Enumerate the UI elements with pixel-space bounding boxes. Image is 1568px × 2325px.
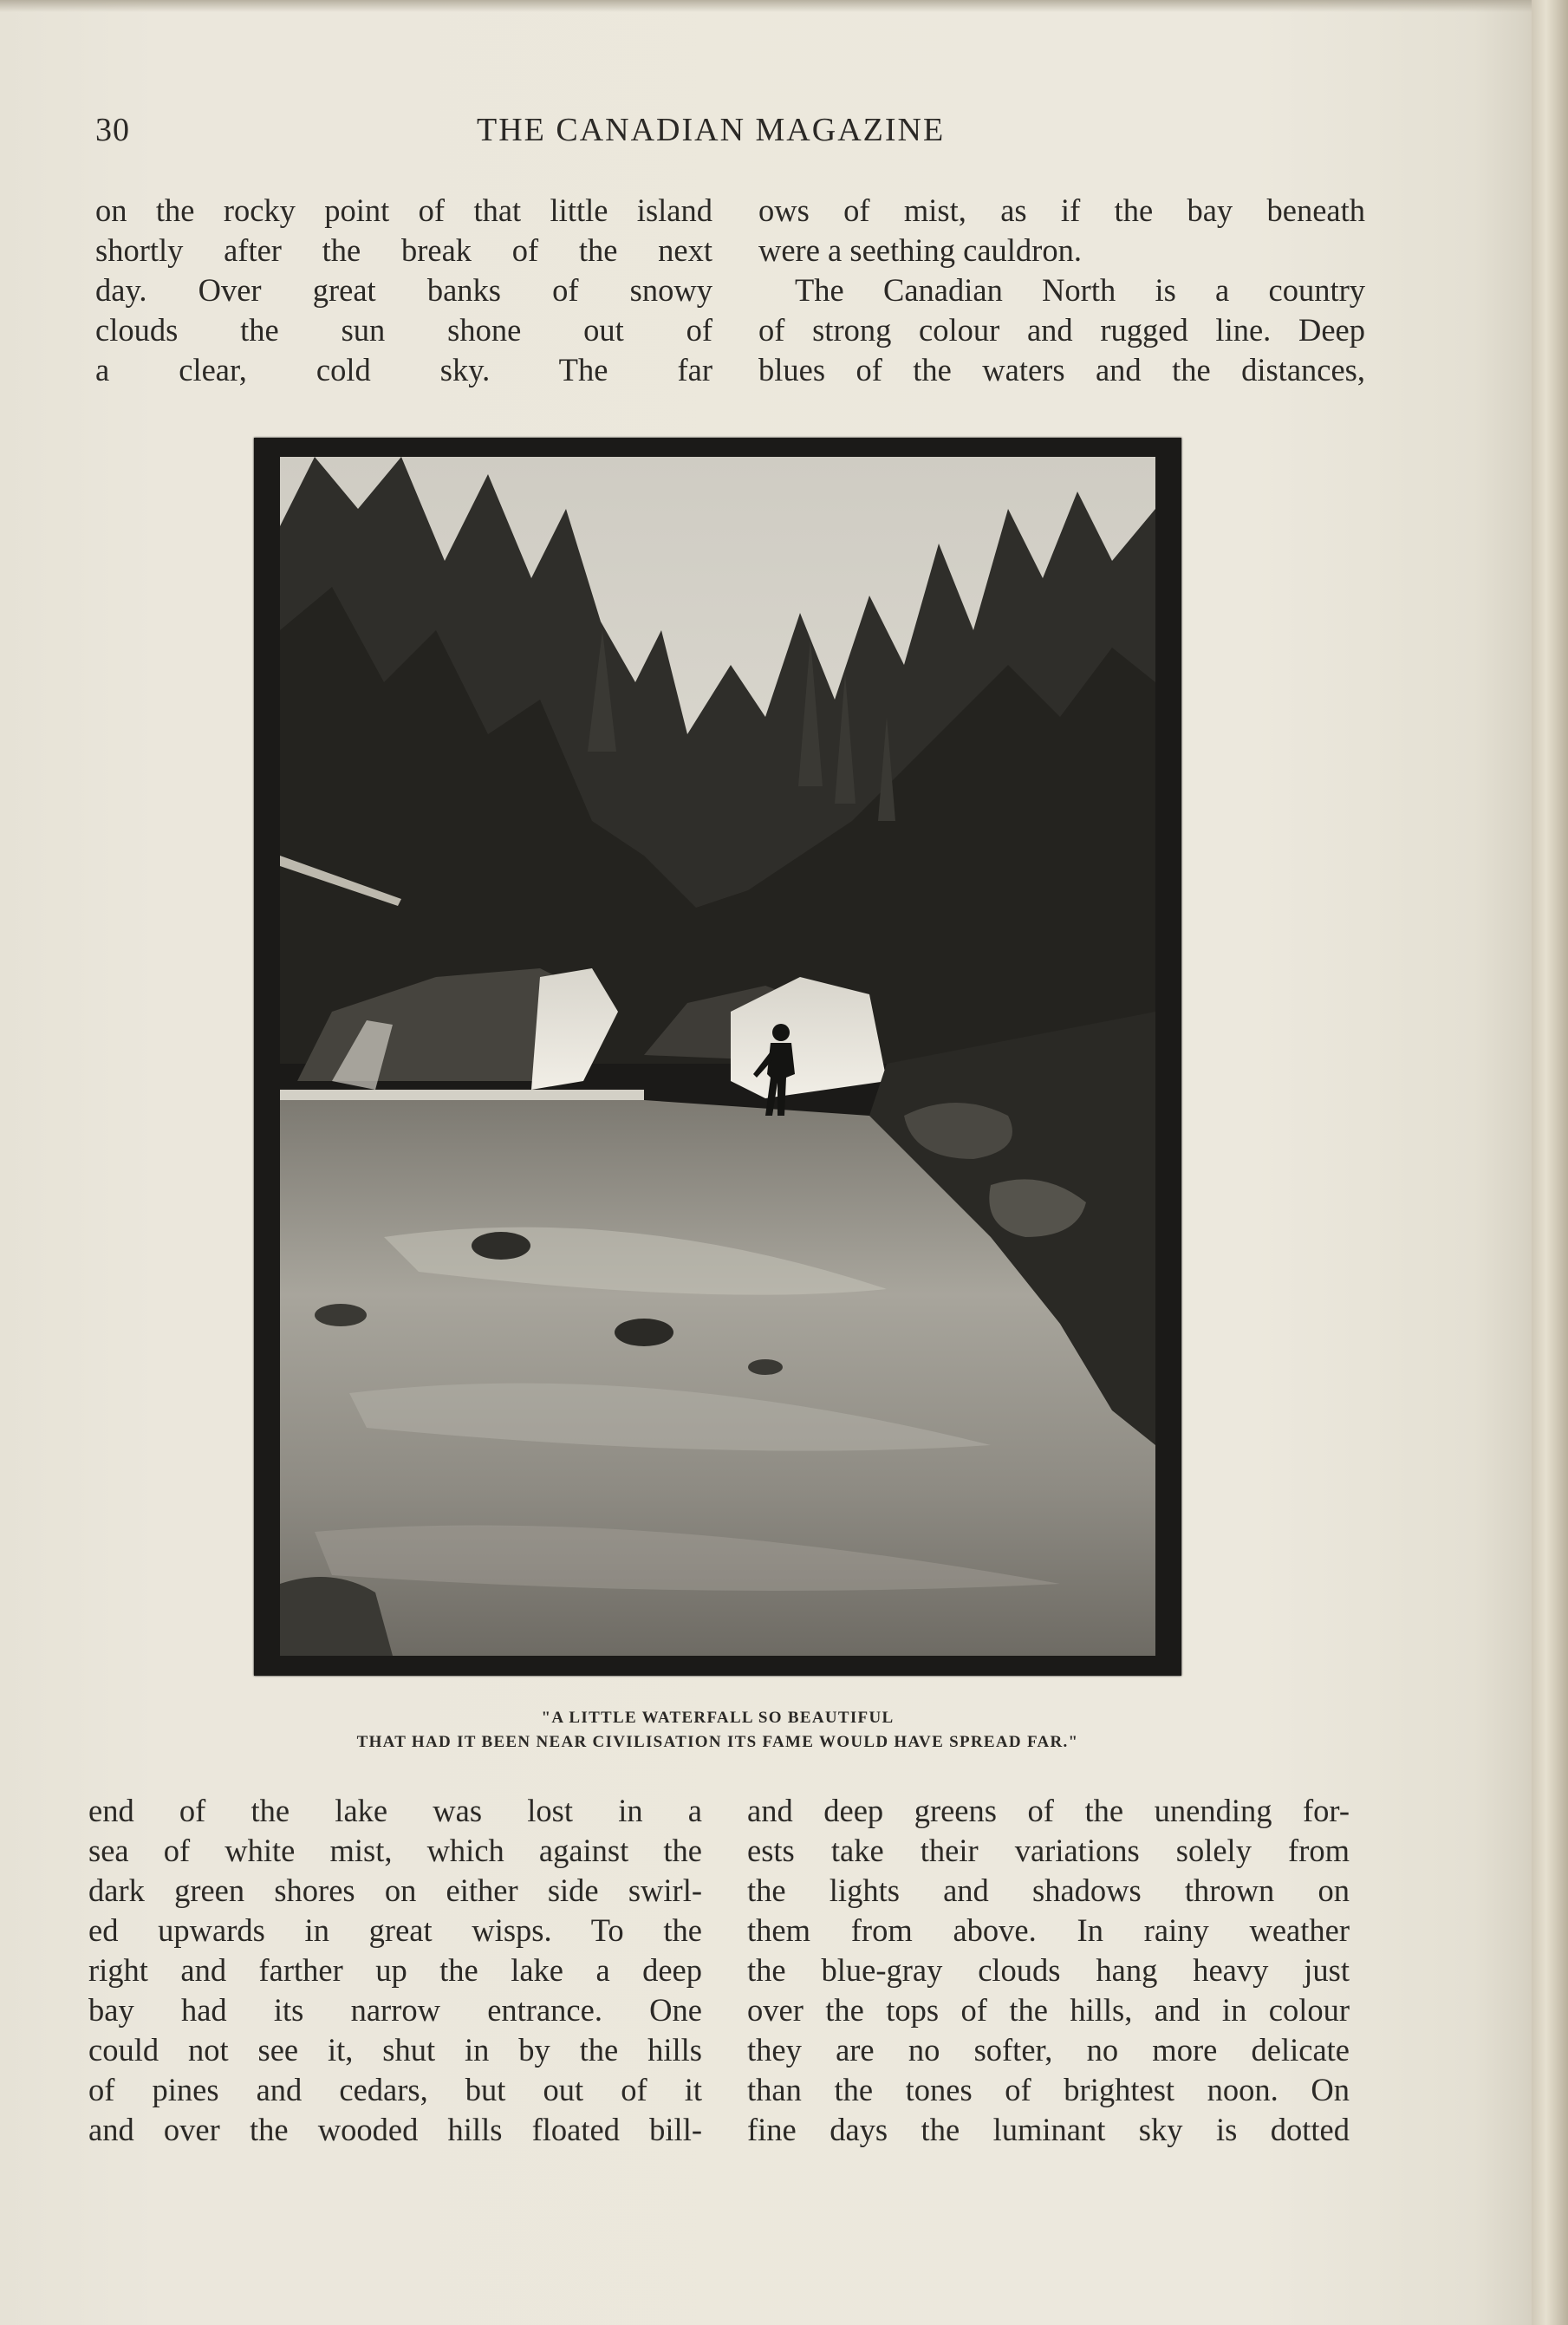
text-line: sea of white mist, which against the: [88, 1833, 702, 1868]
text-line: shortly after the break of the next: [95, 232, 712, 268]
text-line: The Canadian North is a country: [795, 272, 1365, 308]
text-line: fine days the luminant sky is dotted: [747, 2112, 1350, 2147]
waterfall-photograph: [254, 438, 1181, 1676]
page-right-edge: [1532, 0, 1568, 2325]
text-line: on the rocky point of that little island: [95, 192, 712, 228]
text-column-bottom-left: [88, 1791, 702, 2150]
text-line: and over the wooded hills floated bill-: [88, 2112, 702, 2147]
text-line: and deep greens of the unending for-: [747, 1793, 1350, 1828]
text-line: were a seething cauldron.: [758, 232, 1082, 268]
text-line: the blue-gray clouds hang heavy just: [747, 1952, 1350, 1988]
text-line: they are no softer, no more delicate: [747, 2032, 1350, 2068]
text-line: ed upwards in great wisps. To the: [88, 1912, 702, 1948]
text-line: right and farther up the lake a deep: [88, 1952, 702, 1988]
text-line: ows of mist, as if the bay beneath: [758, 192, 1365, 228]
text-line: dark green shores on either side swirl-: [88, 1872, 702, 1908]
text-line: than the tones of brightest noon. On: [747, 2072, 1350, 2107]
text-line: could not see it, shut in by the hills: [88, 2032, 702, 2068]
text-line: bay had its narrow entrance. One: [88, 1992, 702, 2028]
text-line: a clear, cold sky. The far: [95, 352, 712, 388]
magazine-title: THE CANADIAN MAGAZINE: [477, 112, 946, 148]
page-top-shadow: [0, 0, 1532, 12]
text-column-bottom-right: [747, 1791, 1350, 2150]
text-column-top-right: [758, 191, 1365, 390]
text-line: ests take their variations solely from: [747, 1833, 1350, 1868]
text-line: clouds the sun shone out of: [95, 312, 712, 348]
text-line: blues of the waters and the distances,: [758, 352, 1365, 388]
running-head: [95, 111, 1456, 160]
text-line: of strong colour and rugged line. Deep: [758, 312, 1365, 348]
waterfall-photo-image: [280, 457, 1155, 1656]
page-number: 30: [95, 112, 130, 148]
text-line: of pines and cedars, but out of it: [88, 2072, 702, 2107]
text-column-top-left: [95, 191, 712, 390]
caption-line: THAT HAD IT BEEN NEAR CIVILISATION ITS FAME WOULD HAVE SPREAD FAR.": [356, 1733, 1079, 1751]
text-line: them from above. In rainy weather: [747, 1912, 1350, 1948]
text-line: over the tops of the hills, and in colour: [747, 1992, 1350, 2028]
text-line: the lights and shadows thrown on: [747, 1872, 1350, 1908]
caption-line: "A LITTLE WATERFALL SO BEAUTIFUL: [541, 1709, 895, 1727]
text-line: day. Over great banks of snowy: [95, 272, 712, 308]
text-line: end of the lake was lost in a: [88, 1793, 702, 1828]
photo-caption: [254, 1706, 1181, 1755]
